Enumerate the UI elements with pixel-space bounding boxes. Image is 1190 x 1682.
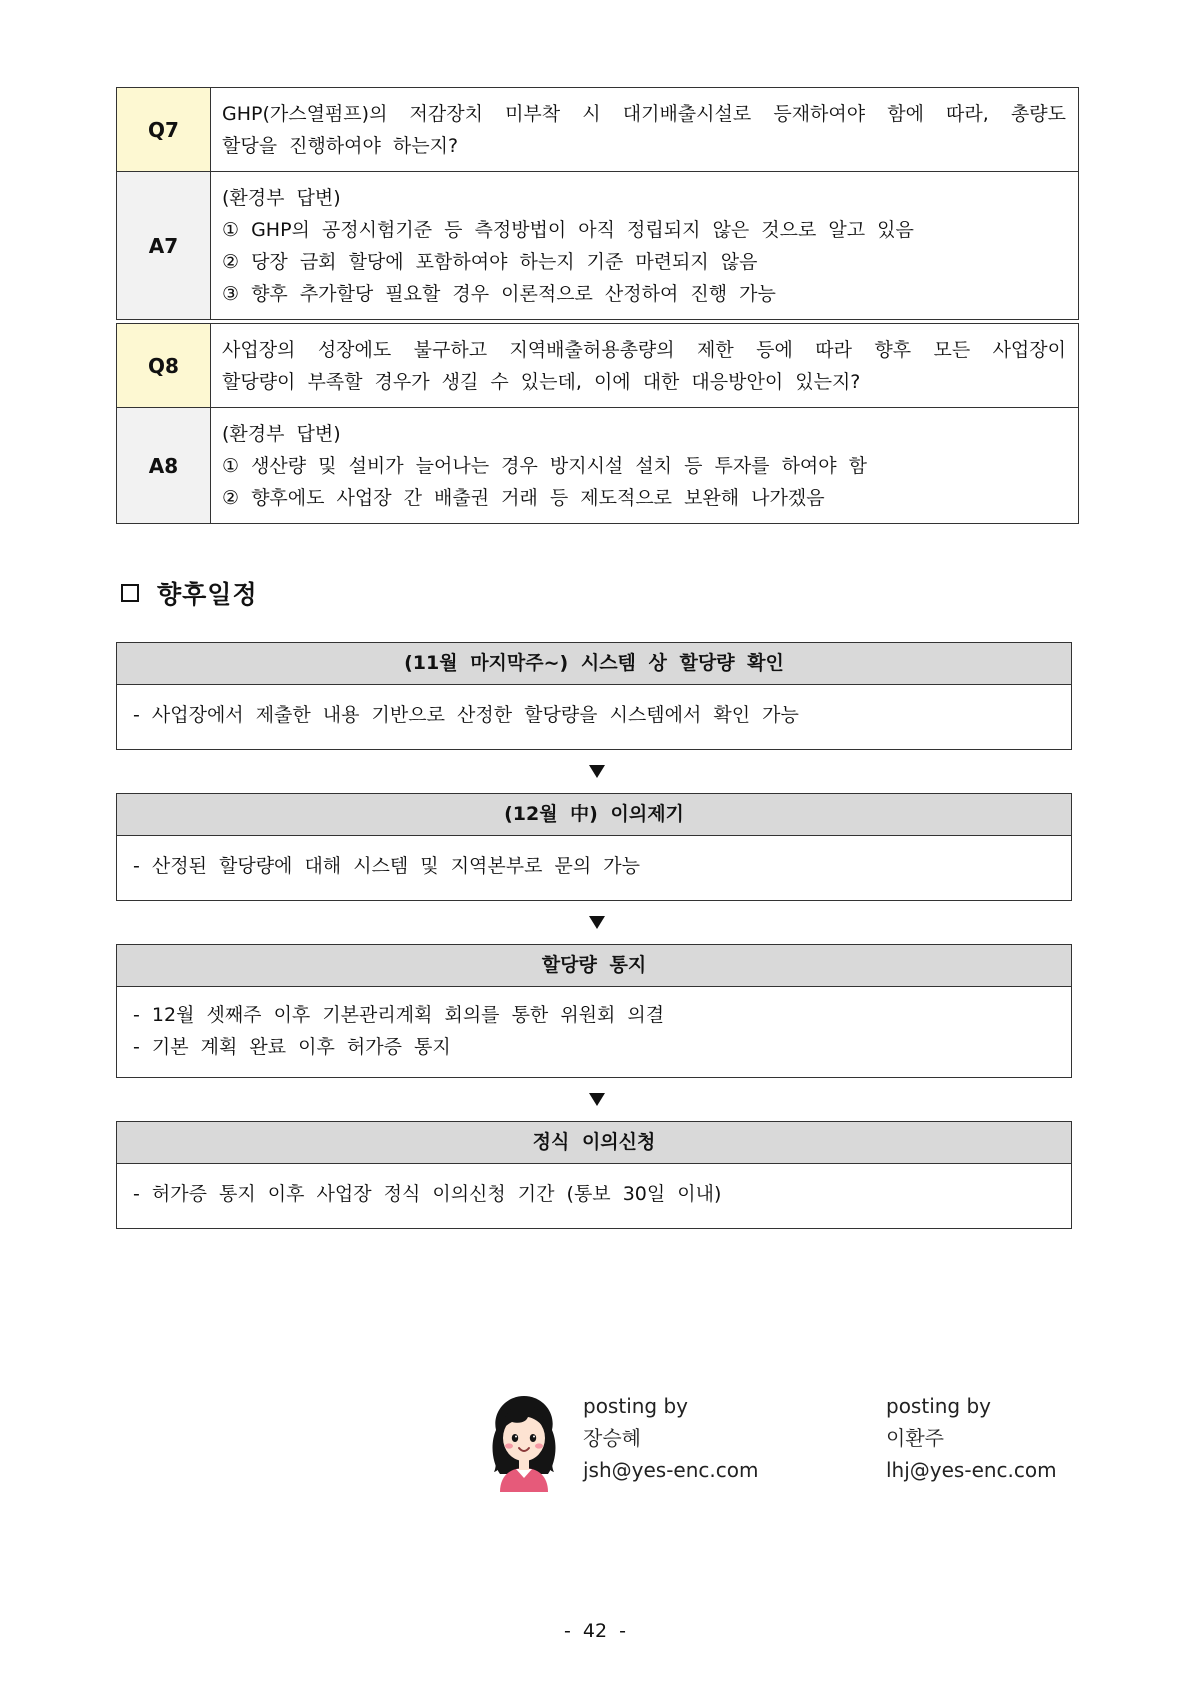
poster-email: lhj@yes-enc.com bbox=[886, 1458, 1057, 1482]
schedule-step-title: (12월 中) 이의제기 bbox=[117, 794, 1071, 836]
schedule-item: - 산정된 할당량에 대해 시스템 및 지역본부로 문의 가능 bbox=[133, 855, 640, 877]
question-line: 사업장의 성장에도 불구하고 지역배출허용총량의 제한 등에 따라 향후 모든 사업장이 bbox=[222, 338, 1066, 361]
poster-email: jsh@yes-enc.com bbox=[583, 1458, 759, 1482]
schedule-step-title: (11월 마지막주~) 시스템 상 할당량 확인 bbox=[117, 643, 1071, 685]
question-text bbox=[211, 324, 1079, 408]
qa-table-q7 bbox=[116, 87, 1079, 320]
checkbox-bullet-icon bbox=[121, 584, 139, 602]
answer-line: ③ 향후 추가할당 필요할 경우 이론적으로 산정하여 진행 가능 bbox=[222, 282, 776, 305]
answer-line: (환경부 답변) bbox=[222, 186, 341, 209]
schedule-step-2 bbox=[116, 793, 1072, 901]
question-line: 할당량이 부족할 경우가 생길 수 있는데, 이에 대한 대응방안이 있는지? bbox=[222, 370, 861, 393]
schedule-step-4 bbox=[116, 1121, 1072, 1229]
answer-line: ① 생산량 및 설비가 늘어나는 경우 방지시설 설치 등 투자를 하여야 함 bbox=[222, 454, 868, 477]
question-text bbox=[211, 88, 1079, 172]
qa-table-q8 bbox=[116, 323, 1079, 524]
page-number: - 42 - bbox=[564, 1620, 626, 1642]
schedule-step-title: 할당량 통지 bbox=[117, 945, 1071, 987]
answer-line: ② 당장 금회 할당에 포함하여야 하는지 기준 마련되지 않음 bbox=[222, 250, 758, 273]
poster-label: posting by bbox=[583, 1394, 689, 1418]
schedule-step-body bbox=[117, 685, 1071, 731]
answer-line: (환경부 답변) bbox=[222, 422, 341, 445]
schedule-step-1 bbox=[116, 642, 1072, 750]
section-title bbox=[121, 575, 258, 611]
answer-label: A8 bbox=[117, 408, 211, 524]
down-arrow-icon bbox=[589, 1093, 605, 1106]
schedule-step-title: 정식 이의신청 bbox=[117, 1122, 1071, 1164]
schedule-item: - 12월 셋째주 이후 기본관리계획 회의를 통한 위원회 의결 bbox=[133, 1004, 665, 1026]
section-title-text: 향후일정 bbox=[157, 580, 258, 609]
poster-name: 이환주 bbox=[886, 1426, 944, 1450]
poster-2 bbox=[886, 1390, 1057, 1486]
schedule-step-body bbox=[117, 1164, 1071, 1210]
down-arrow-icon bbox=[589, 916, 605, 929]
schedule-item: - 허가증 통지 이후 사업장 정식 이의신청 기간 (통보 30일 이내) bbox=[133, 1183, 722, 1205]
question-label: Q8 bbox=[117, 324, 211, 408]
schedule-step-3 bbox=[116, 944, 1072, 1078]
schedule-step-body bbox=[117, 836, 1071, 882]
schedule-item: - 사업장에서 제출한 내용 기반으로 산정한 할당량을 시스템에서 확인 가능 bbox=[133, 704, 799, 726]
question-line: 할당을 진행하여야 하는지? bbox=[222, 134, 459, 157]
poster-name: 장승혜 bbox=[583, 1426, 641, 1450]
answer-label: A7 bbox=[117, 172, 211, 320]
schedule-item: - 기본 계획 완료 이후 허가증 통지 bbox=[133, 1036, 451, 1058]
answer-text bbox=[211, 408, 1079, 524]
answer-line: ① GHP의 공정시험기준 등 측정방법이 아직 정립되지 않은 것으로 알고 있음 bbox=[222, 218, 914, 241]
answer-line: ② 향후에도 사업장 간 배출권 거래 등 제도적으로 보완해 나가겠음 bbox=[222, 486, 825, 509]
question-label: Q7 bbox=[117, 88, 211, 172]
poster-1 bbox=[583, 1390, 758, 1486]
answer-text bbox=[211, 172, 1079, 320]
schedule-step-body bbox=[117, 987, 1071, 1063]
avatar-girl-icon bbox=[486, 1392, 562, 1492]
question-line: GHP(가스열펌프)의 저감장치 미부착 시 대기배출시설로 등재하여야 함에 따라, 총량도 bbox=[222, 102, 1066, 125]
down-arrow-icon bbox=[589, 765, 605, 778]
poster-label: posting by bbox=[886, 1394, 992, 1418]
